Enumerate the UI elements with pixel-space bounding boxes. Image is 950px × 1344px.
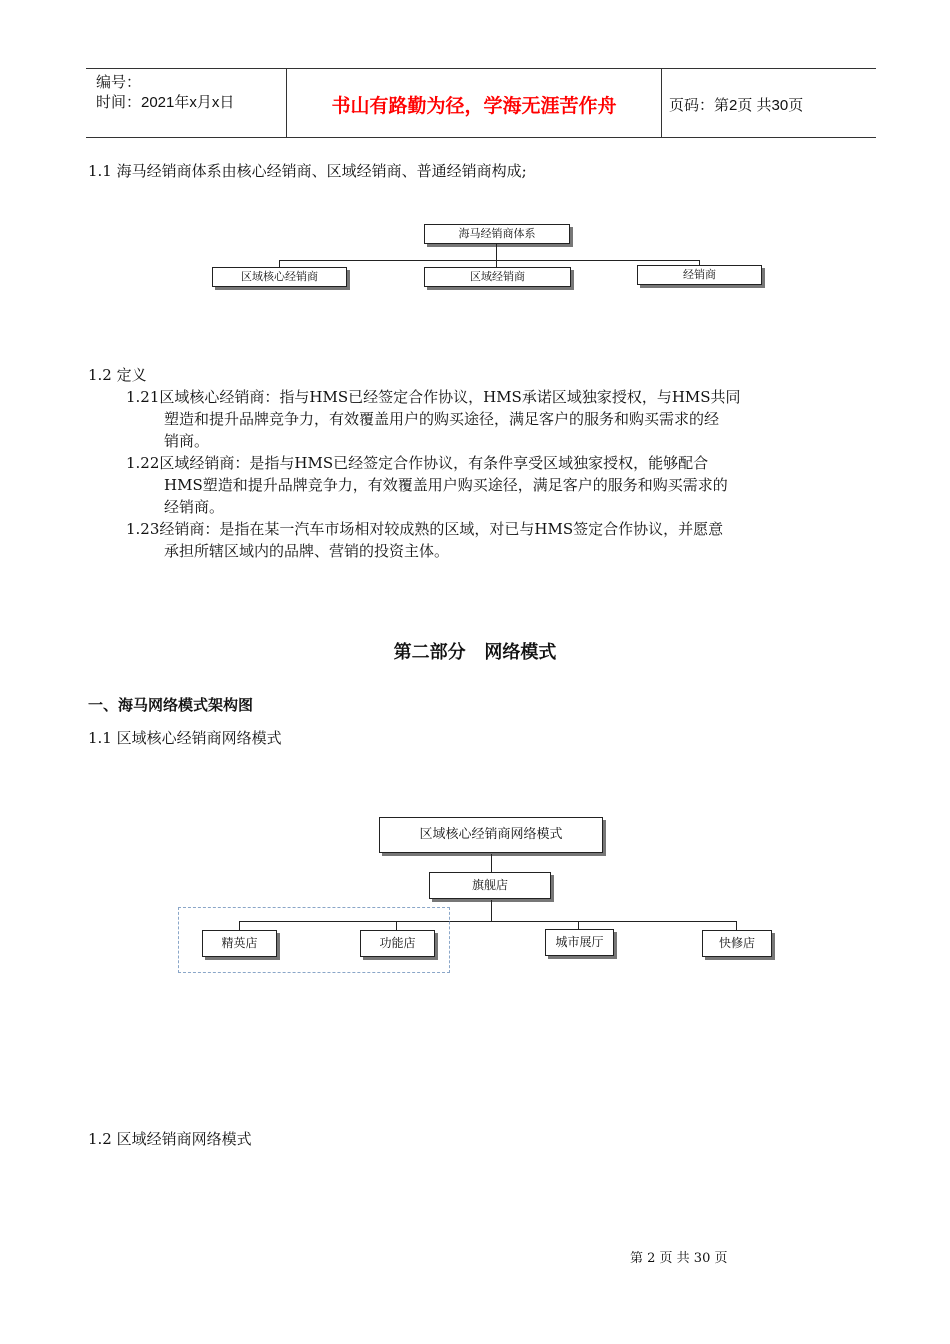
section-1-2-title: 1.2 定义 (88, 366, 147, 384)
page-footer: 第 2 页 共 30 页 (630, 1251, 728, 1266)
org1-connector-vertical (496, 244, 497, 260)
org1-regional-dealer-box: 区域经销商 (424, 267, 571, 287)
org2-city-showroom-box: 城市展厅 (545, 929, 614, 956)
definition-1-line-3: 销商。 (164, 432, 210, 450)
subsection-1-1-title: 1.1 区域核心经销商网络模式 (88, 729, 282, 747)
header-motto-cell (286, 69, 662, 137)
definition-2-line-3: 经销商。 (164, 498, 225, 516)
doc-time-label: 时间：2021年x月x日 (96, 94, 235, 111)
doc-number-label: 编号： (96, 74, 142, 91)
org2-connector-showroom (578, 921, 579, 929)
org1-root-box: 海马经销商体系 (424, 224, 570, 244)
page-header (86, 68, 876, 138)
org2-root-box: 区域核心经销商网络模式 (379, 817, 603, 853)
section-1-1-text: 1.1 海马经销商体系由核心经销商、区域经销商、普通经销商构成; (88, 162, 527, 180)
header-page-cell (661, 69, 876, 137)
org2-elite-store-box: 精英店 (202, 930, 277, 957)
org2-connector-root (491, 854, 492, 872)
org2-quick-repair-box: 快修店 (702, 930, 772, 957)
definition-1-line-2: 塑造和提升品牌竞争力，有效覆盖用户的购买途径，满足客户的服务和购买需求的经 (164, 410, 720, 428)
definition-3-line-2: 承担所辖区域内的品牌、营销的投资主体。 (164, 542, 450, 560)
part-2-heading: 第二部分 网络模式 (393, 642, 557, 663)
definition-2-line-1: 1.22区域经销商：是指与HMS已经签定合作协议，有条件享受区域独家授权，能够配合 (126, 454, 709, 472)
org2-function-store-box: 功能店 (360, 930, 435, 957)
org1-dealer-box: 经销商 (637, 265, 762, 285)
org1-connector-middle (496, 260, 497, 267)
org1-connector-horizontal (279, 260, 699, 261)
definition-3-line-1: 1.23经销商：是指在某一汽车市场相对较成熟的区域，对已与HMS签定合作协议，并愿意 (126, 520, 724, 538)
definition-2-line-2: HMS塑造和提升品牌竞争力，有效覆盖用户购买途径，满足客户的服务和购买需求的 (164, 476, 728, 494)
page-number-label: 页码：第2页 共30页 (669, 97, 804, 114)
org1-core-dealer-box: 区域核心经销商 (212, 267, 347, 287)
org2-flagship-box: 旗舰店 (429, 872, 551, 899)
org2-connector-flagship (491, 900, 492, 921)
definition-1-line-1: 1.21区域核心经销商：指与HMS已经签定合作协议，HMS承诺区域独家授权，与HMS共同 (126, 388, 741, 406)
subsection-1-2-title: 1.2 区域经销商网络模式 (88, 1130, 252, 1148)
org1-connector-left (279, 260, 280, 267)
org2-connector-quickfix (736, 921, 737, 930)
motto-text: 书山有路勤为径，学海无涯苦作舟 (331, 95, 617, 117)
section-one-heading: 一、海马网络模式架构图 (88, 696, 254, 714)
header-left-cell (86, 69, 286, 137)
